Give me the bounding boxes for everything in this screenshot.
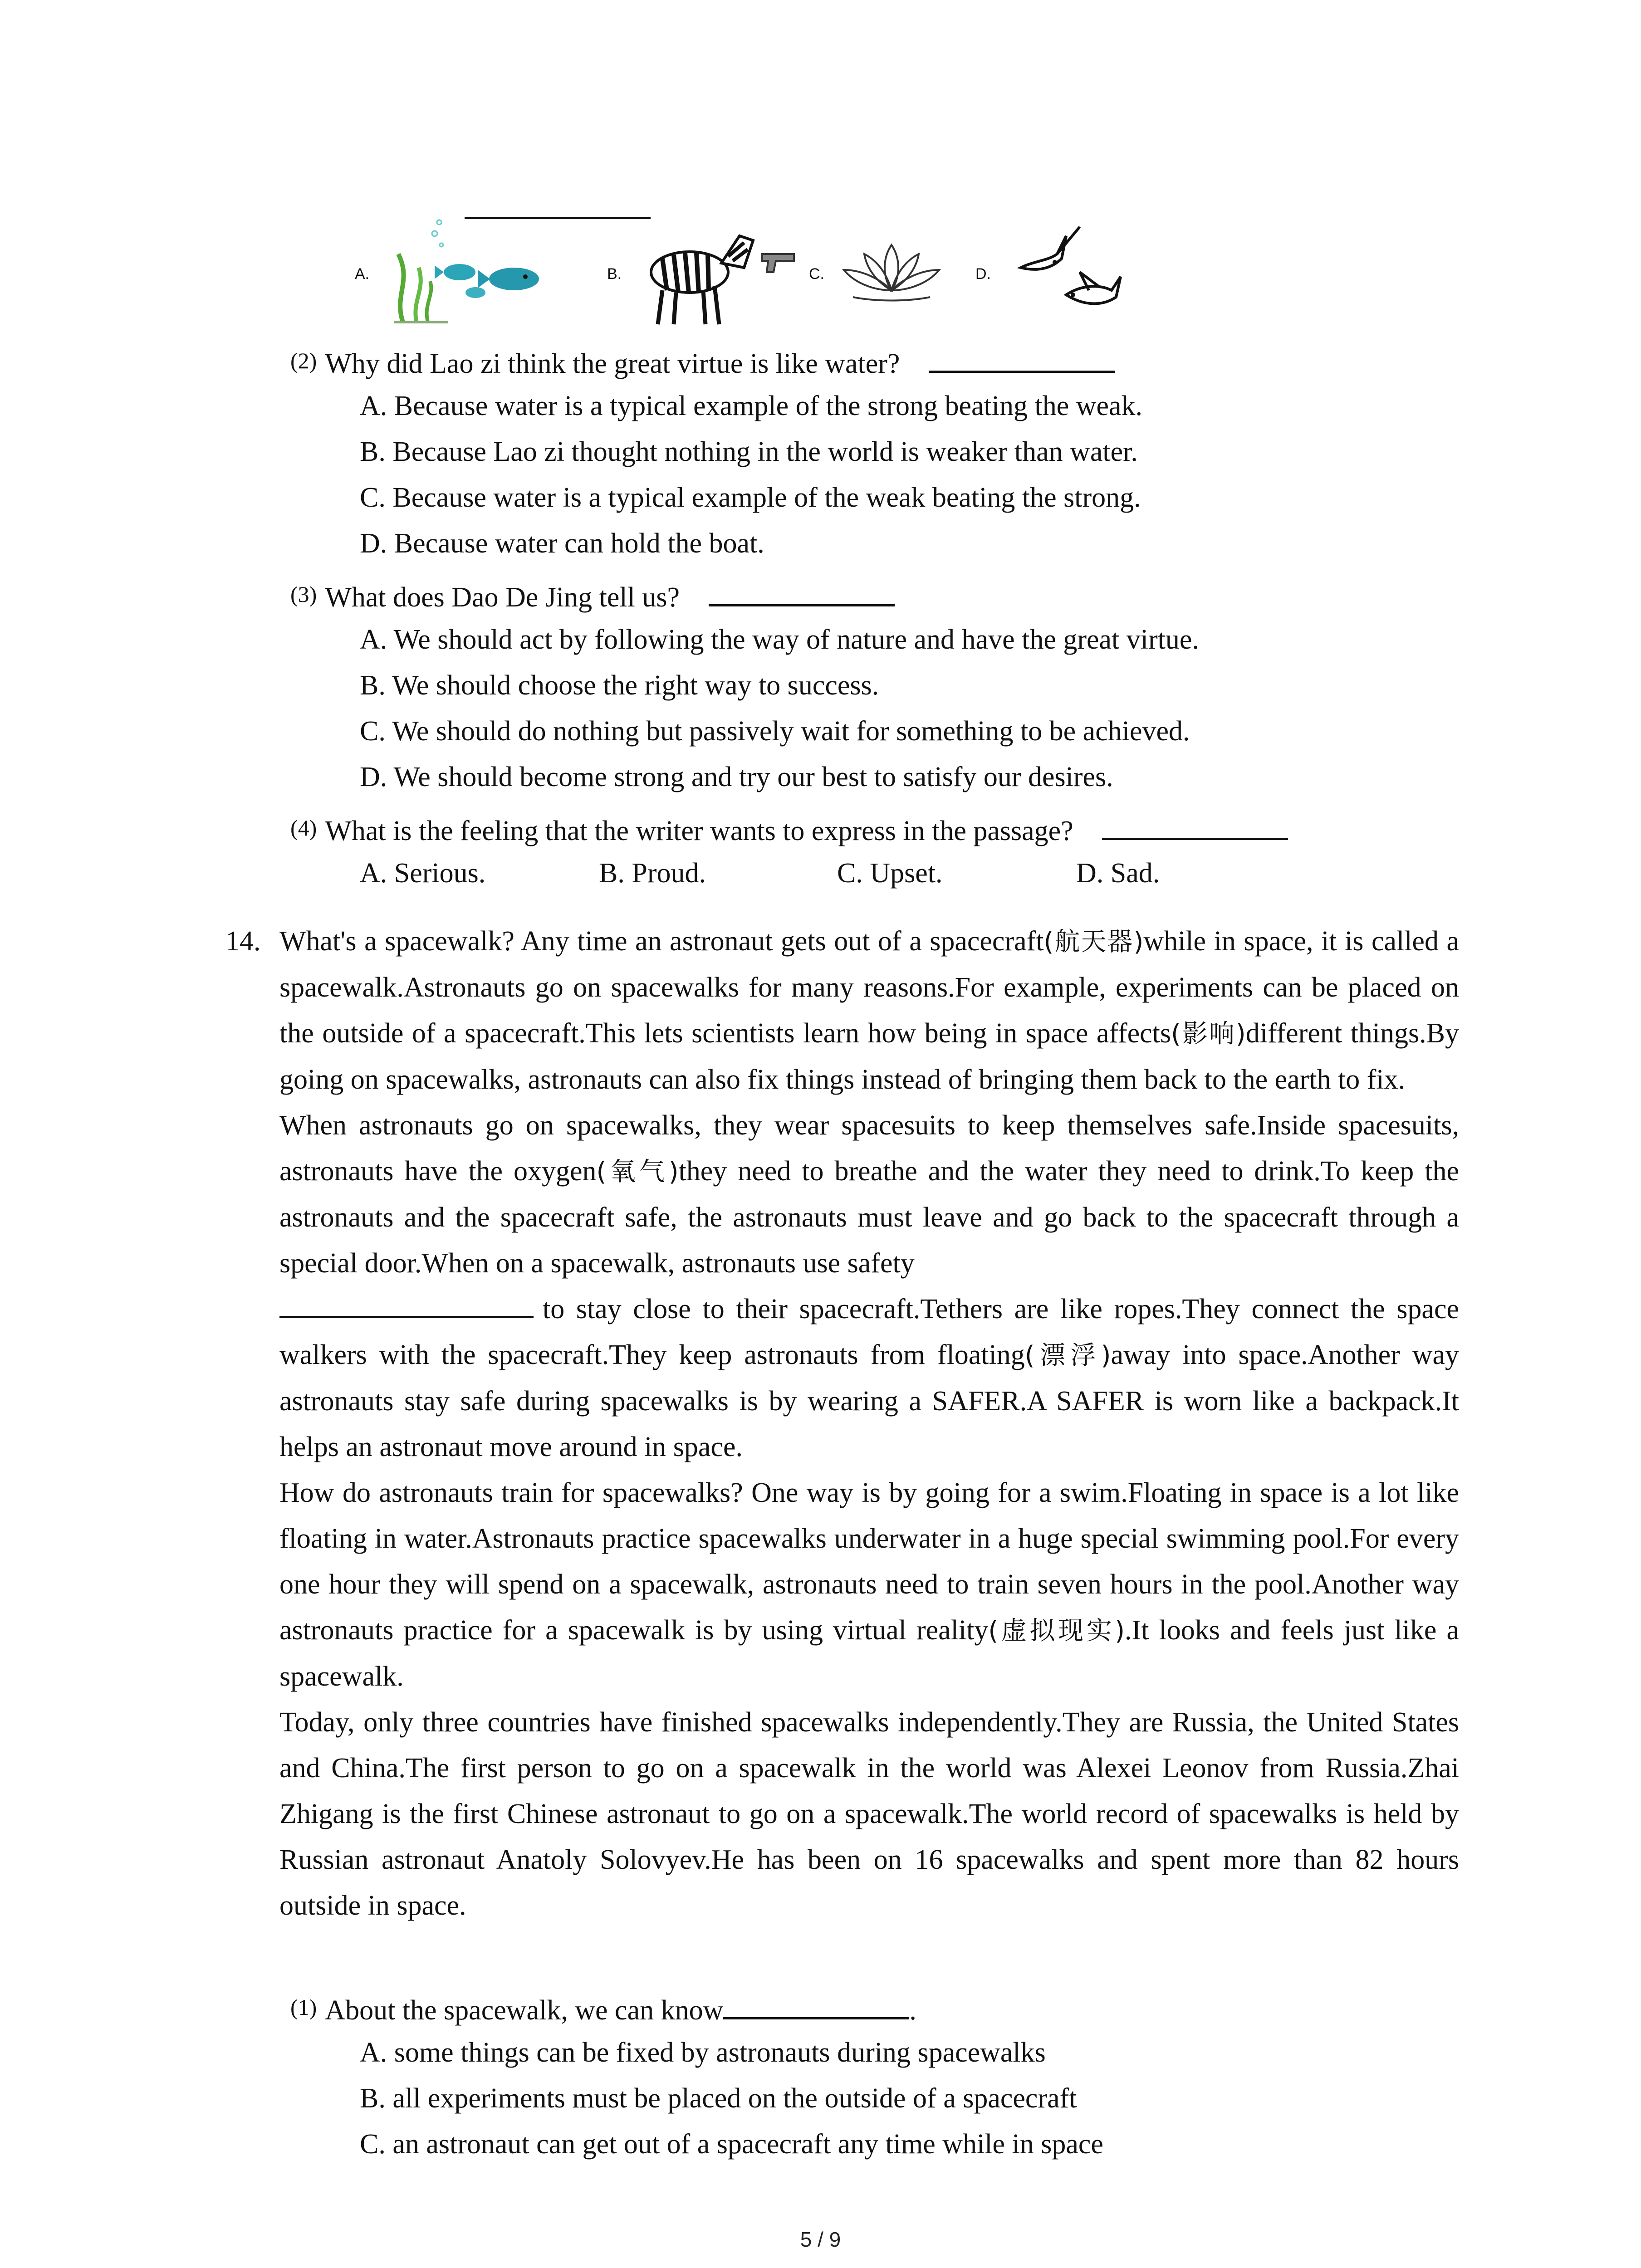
- option-c[interactable]: C. We should do nothing but passively wait for something to be achieved.: [360, 716, 1190, 747]
- question-text: What does Dao De Jing tell us?: [325, 582, 680, 613]
- answer-blank[interactable]: [1102, 811, 1288, 840]
- option-a[interactable]: A. We should act by following the way of nature and have the great virtue.: [360, 624, 1199, 655]
- option-d[interactable]: D. Because water can hold the boat.: [360, 528, 764, 559]
- answer-blank[interactable]: [709, 578, 895, 606]
- question-4-stem: [290, 805, 1288, 854]
- passage-paragraph-3: How do astronauts train for spacewalks? One way is by going for a swim.Floating in space is a lot like floating in water.Astronauts practice spacewalks underwater in a huge special swimming pool.For every one hour they will spend on a spacewalk, astronauts need to train seven hours in the pool.Another way astronauts practice for a spacewalk is by using virtual reality(虚拟现实).It looks and feels just like a spacewalk.: [279, 1477, 1459, 1692]
- reading-passage: [279, 919, 1459, 1929]
- question-number: (1): [290, 1994, 317, 2020]
- question-number: (2): [290, 348, 317, 373]
- question-text: About the spacewalk, we can know: [325, 1995, 724, 2026]
- option-d[interactable]: D. Sad.: [1076, 858, 1160, 889]
- question-14-number: 14.: [225, 926, 261, 957]
- zebra-and-pistol-icon: [631, 218, 798, 327]
- flying-birds-icon: [1012, 218, 1125, 313]
- option-b[interactable]: B. Proud.: [599, 858, 706, 889]
- lotus-flower-icon: [839, 236, 944, 304]
- option-c[interactable]: C. Because water is a typical example of the weak beating the strong.: [360, 482, 1141, 513]
- page-number: 5 / 9: [800, 2228, 841, 2251]
- passage-paragraph-4: Today, only three countries have finished spacewalks independently.They are Russia, the United States and China.The first person to go on a spacewalk in the world was Alexei Leonov from Russia.Zhai Zhigang is the first Chinese astronaut to go on a spacewalk.The world record of spacewalks is held by Russian astronaut Anatoly Solovyev.He has been on 16 spacewalks and spent more than 82 hours outside in space.: [279, 1707, 1459, 1921]
- picture-label-d: D.: [975, 265, 991, 283]
- passage-paragraph-2: When astronauts go on spacewalks, they wear spacesuits to keep themselves safe.Inside spacesuits, astronauts have the oxygen(氧气)they need to breathe and the water they need to drink.To keep the astronauts and the spacecraft safe, the astronauts must leave and go back to the spacecraft through a special door.When on a spacewalk, astronauts use safety to stay close to their spacecraft.Tethers are like ropes.They connect the space walkers with the spacecraft.They keep astronauts from floating(漂浮)away into space.Another way astronauts stay safe during spacewalks is by wearing a SAFER.A SAFER is worn like a backpack.It helps an astronaut move around in space.: [279, 1110, 1460, 1462]
- answer-blank[interactable]: [723, 1991, 909, 2019]
- question-14-1-stem: (1) About the spacewalk, we can know .: [290, 1984, 916, 2033]
- passage-paragraph-1: What's a spacewalk? Any time an astronaut gets out of a spacecraft(航天器)while in space, it is called a spacewalk.Astronauts go on spacewalks for many reasons.For example, experiments can be placed on the outside of a spacecraft.This lets scientists learn how being in space affects(影响)different things.By going on spacewalks, astronauts can also fix things instead of bringing them back to the earth to fix.: [279, 926, 1460, 1095]
- option-a[interactable]: A. Serious.: [360, 858, 486, 889]
- question-text: Why did Lao zi think the great virtue is like water?: [325, 348, 900, 379]
- question-number: (3): [290, 582, 317, 607]
- option-c[interactable]: C. an astronaut can get out of a spacecraft any time while in space: [360, 2129, 1103, 2160]
- picture-label-c: C.: [809, 265, 824, 283]
- question-3-stem: [290, 572, 895, 620]
- option-d[interactable]: D. We should become strong and try our best to satisfy our desires.: [360, 762, 1113, 792]
- option-a[interactable]: A. some things can be fixed by astronauts during spacewalks: [360, 2037, 1046, 2068]
- option-b[interactable]: B. Because Lao zi thought nothing in the world is weaker than water.: [360, 436, 1138, 467]
- question-number: (4): [290, 815, 317, 841]
- option-b[interactable]: B. We should choose the right way to success.: [360, 670, 879, 701]
- option-c[interactable]: C. Upset.: [837, 858, 943, 889]
- answer-blank[interactable]: [279, 1290, 534, 1318]
- option-b[interactable]: B. all experiments must be placed on the outside of a spacecraft: [360, 2083, 1077, 2114]
- picture-label-b: B.: [607, 265, 622, 283]
- seaweed-and-fish-icon: [385, 213, 548, 327]
- picture-label-a: A.: [355, 265, 370, 283]
- option-a[interactable]: A. Because water is a typical example of the strong beating the weak.: [360, 391, 1143, 421]
- question-2-stem: [290, 338, 1115, 386]
- question-text: What is the feeling that the writer wants to express in the passage?: [325, 816, 1073, 846]
- answer-blank[interactable]: [929, 344, 1115, 373]
